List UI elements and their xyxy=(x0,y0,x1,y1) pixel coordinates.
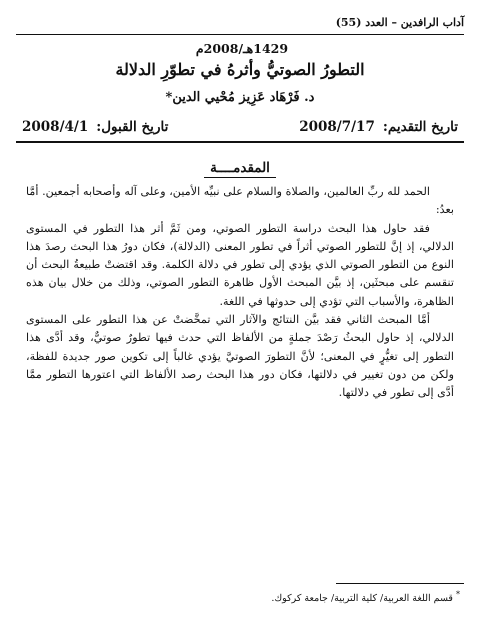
acceptance-date-label: تاريخ القبول: xyxy=(96,119,169,135)
submission-date: 2008/7/17 xyxy=(299,119,375,135)
introduction-heading xyxy=(30,160,450,176)
acceptance-date: 2008/4/1 xyxy=(22,119,89,135)
footnote-marker: * xyxy=(456,590,460,599)
article-title: التطورُ الصوتيُّ وأثرهُ في تطوّرِ الدلالة xyxy=(115,60,365,79)
submission-date-group xyxy=(299,119,458,135)
paragraph-first-section: فقد حاول هذا البحث دراسة التطور الصوتي، ومن ثَمَّ أثر هذا التطور في المستوى الدلالي، إذ إنَّ للتطور الصوتي أثراً في تطور المعنى (الدلالة)، فكان دورُ هذا البحث رصدَ هذا النوع من التطور الصوتي الذي يؤدي إلى تطور في دلالة الكلمة. وقد اقتضتْ طبيعةُ البحث أن تنقسم على مبحثَين، إذ بيَّن المبحث الأول ظاهرة التطور الصوتي، وذلك من خلال بيان هذه الظاهرة، والأسباب التي تؤدي إلى حدوثها في اللغة. xyxy=(26,221,454,308)
running-header: آداب الرافدين – العدد (55) xyxy=(335,16,464,29)
submission-date-label: تاريخ التقديم: xyxy=(382,119,458,135)
acceptance-date-group xyxy=(22,119,168,135)
paragraph-second-section: أمَّا المبحث الثاني فقد بيَّن النتائج والآثار التي تمخَّضتْ عن هذا التطور على المستوى الدلالي، إذ حاول البحثُ رَصْدَ جملةٍ من الألفاظ التي حدث فيها تطورٌ صوتيٌّ، وقد أدَّى هذا التطور إلى تغيُّرٍ في المعنى؛ لأنَّ التطورَ الصوتيَّ يؤدي غالباً إلى تكوين صور جديدة للفظة، ولكن من دون تغيير في دلالتها، فكان دور هذا البحث رصد الألفاظ التي اعتورها التطور ممَّا أدَّى إلى تطور في دلالتها. xyxy=(26,313,454,400)
footnote-rule xyxy=(336,583,464,584)
dates-row xyxy=(22,119,458,135)
paragraph-opening: الحمد لله ربِّ العالمين، والصلاة والسلام على نبيِّه الأمين، وعلى آله وأصحابه أجمعين. أمَّا بعدُ: xyxy=(26,185,454,217)
footnote-text: قسم اللغة العربية/ كلية التربية/ جامعة كركوك. xyxy=(271,593,453,605)
dates-rule xyxy=(16,141,464,143)
issue-date: 1429هـ/2008م xyxy=(195,41,289,56)
footnote xyxy=(20,590,460,604)
header-rule xyxy=(16,34,464,35)
introduction-heading-text: المقدمــــة xyxy=(204,160,276,178)
article-body xyxy=(26,183,454,403)
author-name: د. فَرْهَاد عَزِيز مُحْيي الدين* xyxy=(165,90,315,105)
